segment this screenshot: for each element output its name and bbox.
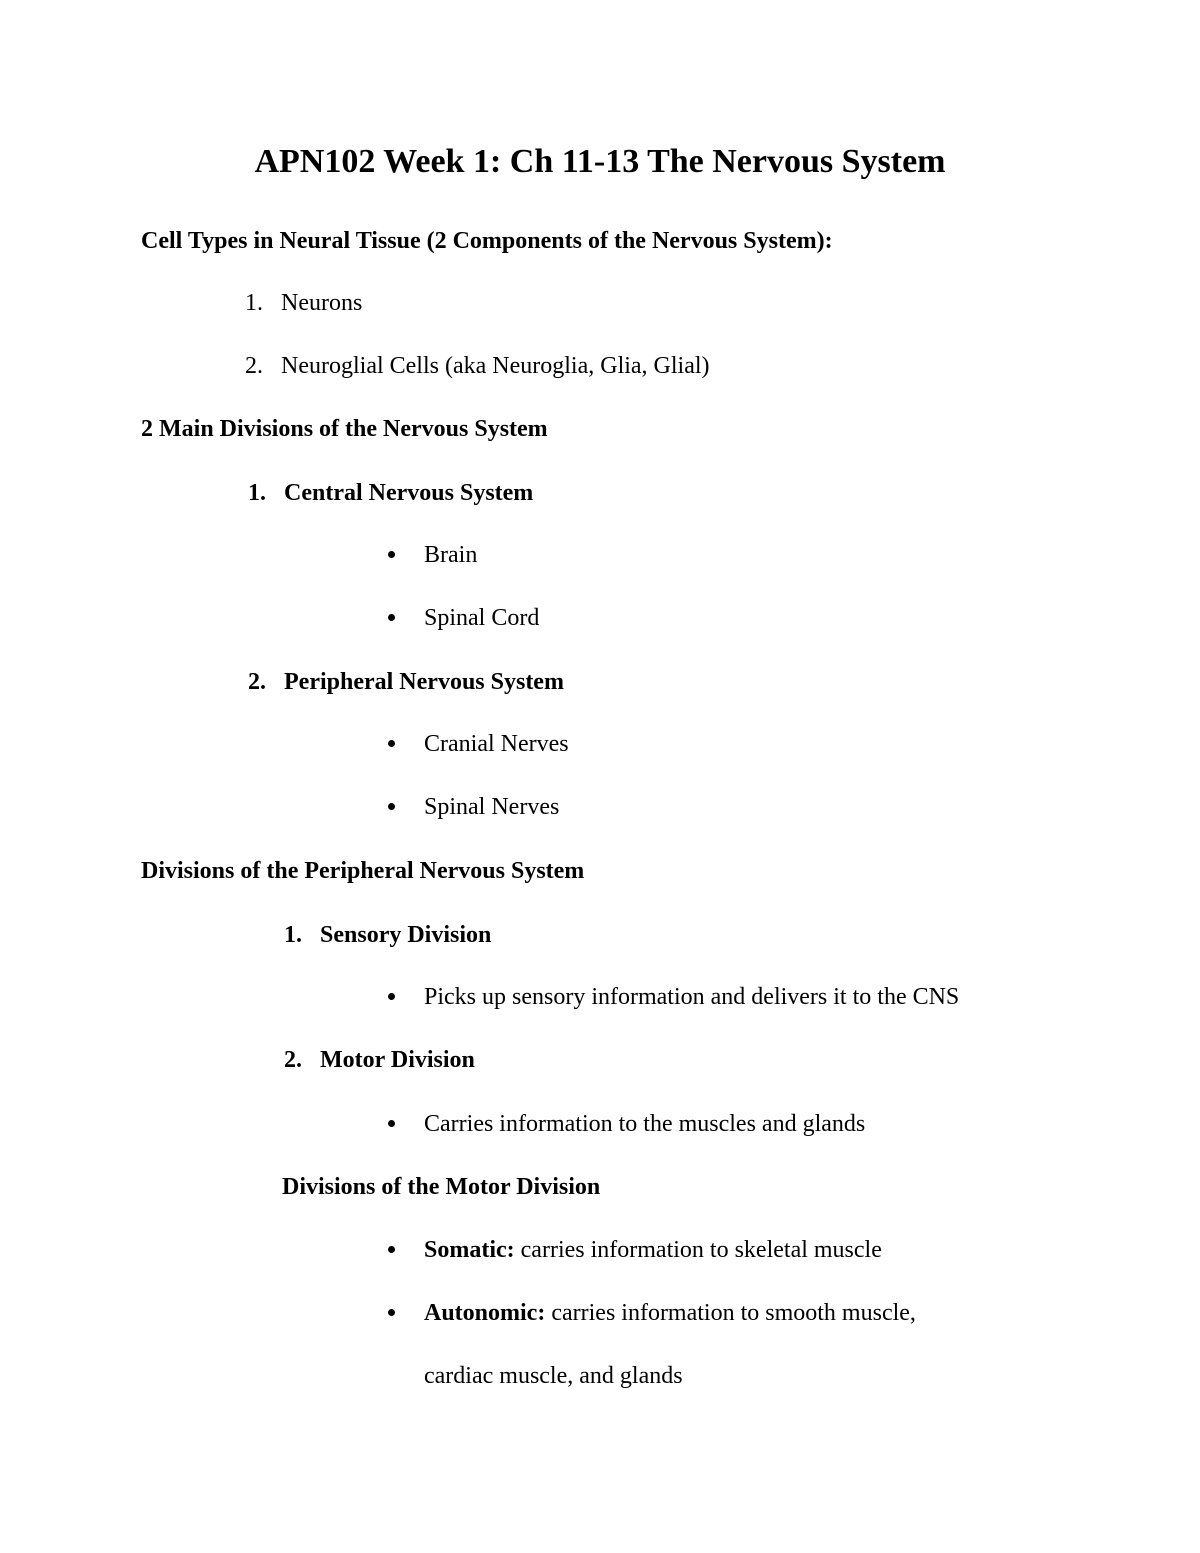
list-item bbox=[248, 667, 564, 697]
section-heading-pns-divisions: Divisions of the Peripheral Nervous System bbox=[141, 858, 585, 884]
term-description: carries information to skeletal muscle bbox=[514, 1237, 882, 1263]
list-item-text: Sensory Division bbox=[320, 922, 492, 948]
bullet-icon bbox=[388, 551, 395, 558]
list-item bbox=[245, 351, 710, 381]
bullet-icon bbox=[388, 1120, 395, 1127]
list-item bbox=[284, 1045, 475, 1075]
bullet-item-text: Spinal Cord bbox=[424, 605, 540, 631]
list-item-text: Central Nervous System bbox=[284, 480, 534, 506]
bullet-item bbox=[424, 1235, 882, 1265]
term-description-continuation: cardiac muscle, and glands bbox=[424, 1363, 683, 1389]
bullet-icon bbox=[388, 1309, 395, 1316]
list-number: 1. bbox=[248, 480, 266, 506]
list-item-text: Neurons bbox=[281, 290, 363, 316]
list-item bbox=[248, 478, 533, 508]
list-item-text: Peripheral Nervous System bbox=[284, 669, 564, 695]
list-item bbox=[245, 288, 362, 318]
section-heading-main-divisions: 2 Main Divisions of the Nervous System bbox=[141, 416, 548, 442]
list-number: 1. bbox=[245, 290, 263, 316]
bullet-item-text: Brain bbox=[424, 542, 478, 568]
bullet-item-text: Carries information to the muscles and glands bbox=[424, 1111, 866, 1137]
bullet-item bbox=[424, 1298, 916, 1328]
document-title: APN102 Week 1: Ch 11-13 The Nervous System bbox=[254, 143, 946, 180]
list-number: 2. bbox=[245, 353, 263, 379]
section-heading-cell-types: Cell Types in Neural Tissue (2 Components of the Nervous System): bbox=[141, 228, 833, 254]
section-heading-motor-divisions: Divisions of the Motor Division bbox=[282, 1174, 601, 1200]
bullet-icon bbox=[388, 740, 395, 747]
list-item-text: Neuroglial Cells (aka Neuroglia, Glia, Glial) bbox=[281, 353, 710, 379]
term-label: Autonomic: bbox=[424, 1300, 546, 1326]
bullet-icon bbox=[388, 1246, 395, 1253]
term-description: carries information to smooth muscle, bbox=[545, 1300, 916, 1326]
list-number: 2. bbox=[248, 669, 266, 695]
bullet-item-text: Spinal Nerves bbox=[424, 794, 560, 820]
bullet-item-text: Cranial Nerves bbox=[424, 731, 569, 757]
list-item-text: Motor Division bbox=[320, 1047, 475, 1073]
list-number: 2. bbox=[284, 1047, 302, 1073]
bullet-icon bbox=[388, 993, 395, 1000]
list-item bbox=[284, 920, 491, 950]
bullet-icon bbox=[388, 614, 395, 621]
term-label: Somatic: bbox=[424, 1237, 515, 1263]
bullet-item-text: Picks up sensory information and delivers it to the CNS bbox=[424, 984, 960, 1010]
list-number: 1. bbox=[284, 922, 302, 948]
bullet-icon bbox=[388, 803, 395, 810]
